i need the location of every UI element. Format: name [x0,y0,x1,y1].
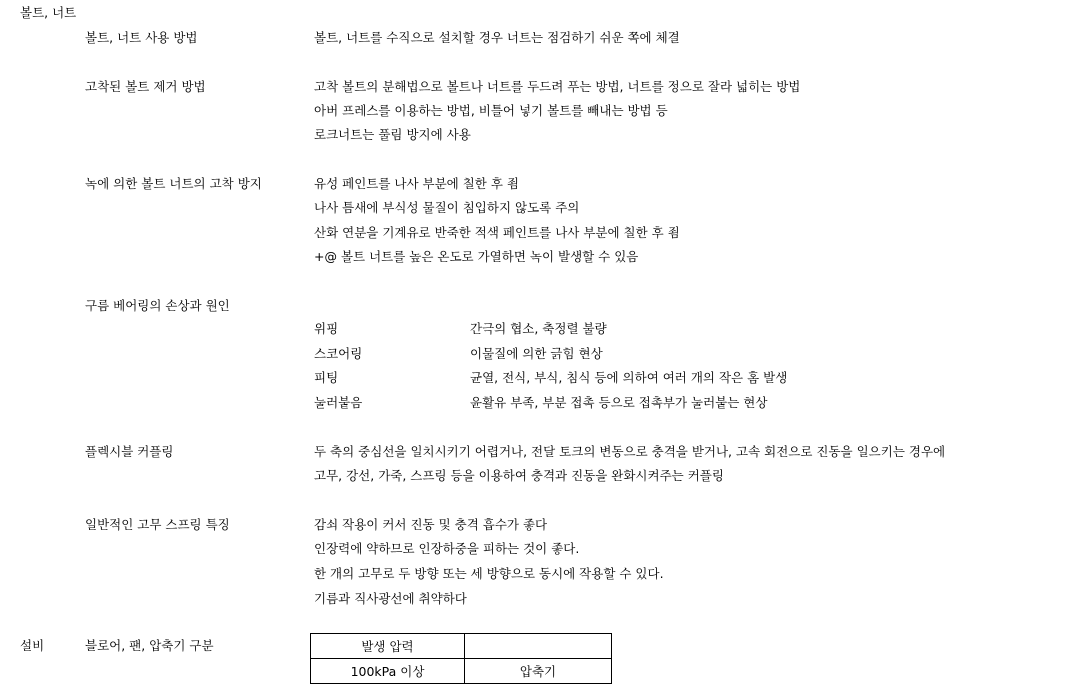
bearing-desc: 균열, 전식, 부식, 침식 등에 의하여 여러 개의 작은 홈 발생 [470,370,788,385]
topic-line: 아버 프레스를 이용하는 방법, 비틀어 넣기 볼트를 빼내는 방법 등 [314,103,668,118]
topic-line: 산화 연분을 기계유로 반죽한 적색 페인트를 나사 부분에 칠한 후 죔 [314,225,680,240]
table-cell: 압축기 [465,659,612,684]
bearing-desc: 윤활유 부족, 부분 접촉 등으로 접촉부가 눌러붙는 현상 [470,395,768,410]
bearing-desc: 간극의 협소, 축정렬 불량 [470,321,607,336]
topic-line: 볼트, 너트를 수직으로 설치할 경우 너트는 점검하기 쉬운 쪽에 체결 [314,30,680,45]
topic-line: 유성 페인트를 나사 부분에 칠한 후 죔 [314,176,519,191]
topic-line: 감쇠 작용이 커서 진동 및 충격 흡수가 좋다 [314,517,548,532]
topic-title-seized-bolt-removal: 고착된 볼트 제거 방법 [85,79,206,94]
table-cell: 100kPa 이상 [311,659,465,684]
table-cell [465,634,612,659]
topic-line: 고무, 강선, 가죽, 스프링 등을 이용하여 충격과 진동을 완화시켜주는 커플링 [314,468,724,483]
table-cell: 발생 압력 [311,634,465,659]
section-heading-equipment: 설비 [20,638,45,653]
topic-line: 두 축의 중심선을 일치시키기 어렵거나, 전달 토크의 변동으로 충격을 받거나, 고속 회전으로 진동을 일으키는 경우에 [314,444,946,459]
bearing-desc: 이물질에 의한 긁힘 현상 [470,346,603,361]
topic-title-bearing-damage: 구름 베어링의 손상과 원인 [85,298,230,313]
bearing-term: 눌러붙음 [314,395,363,410]
topic-line: 한 개의 고무로 두 방향 또는 세 방향으로 동시에 작용할 수 있다. [314,566,664,581]
topic-line: 로크너트는 풀림 방지에 사용 [314,127,471,142]
topic-line: 고착 볼트의 분해법으로 볼트나 너트를 두드려 푸는 방법, 너트를 정으로 잘라 넓히는 방법 [314,79,801,94]
pressure-table [310,633,612,684]
bearing-term: 스코어링 [314,346,363,361]
table-row [311,659,612,684]
topic-line: 인장력에 약하므로 인장하중을 피하는 것이 좋다. [314,541,580,556]
topic-title-bolt-nut-usage: 볼트, 너트 사용 방법 [85,30,198,45]
section-heading-bolt-nut: 볼트, 너트 [20,5,77,20]
topic-line: +@ 볼트 너트를 높은 온도로 가열하면 녹이 발생할 수 있음 [314,249,639,264]
topic-title-flexible-coupling: 플렉시블 커플링 [85,444,174,459]
bearing-term: 피팅 [314,370,339,385]
topic-line: 기름과 직사광선에 취약하다 [314,591,467,606]
topic-title-rust-seizure-prevention: 녹에 의한 볼트 너트의 고착 방지 [85,176,262,191]
topic-title-rubber-spring: 일반적인 고무 스프링 특징 [85,517,230,532]
topic-line: 나사 틈새에 부식성 물질이 침입하지 않도록 주의 [314,200,580,215]
topic-title-blower-fan-compressor: 블로어, 팬, 압축기 구분 [85,638,214,653]
table-row [311,634,612,659]
bearing-term: 위핑 [314,321,339,336]
